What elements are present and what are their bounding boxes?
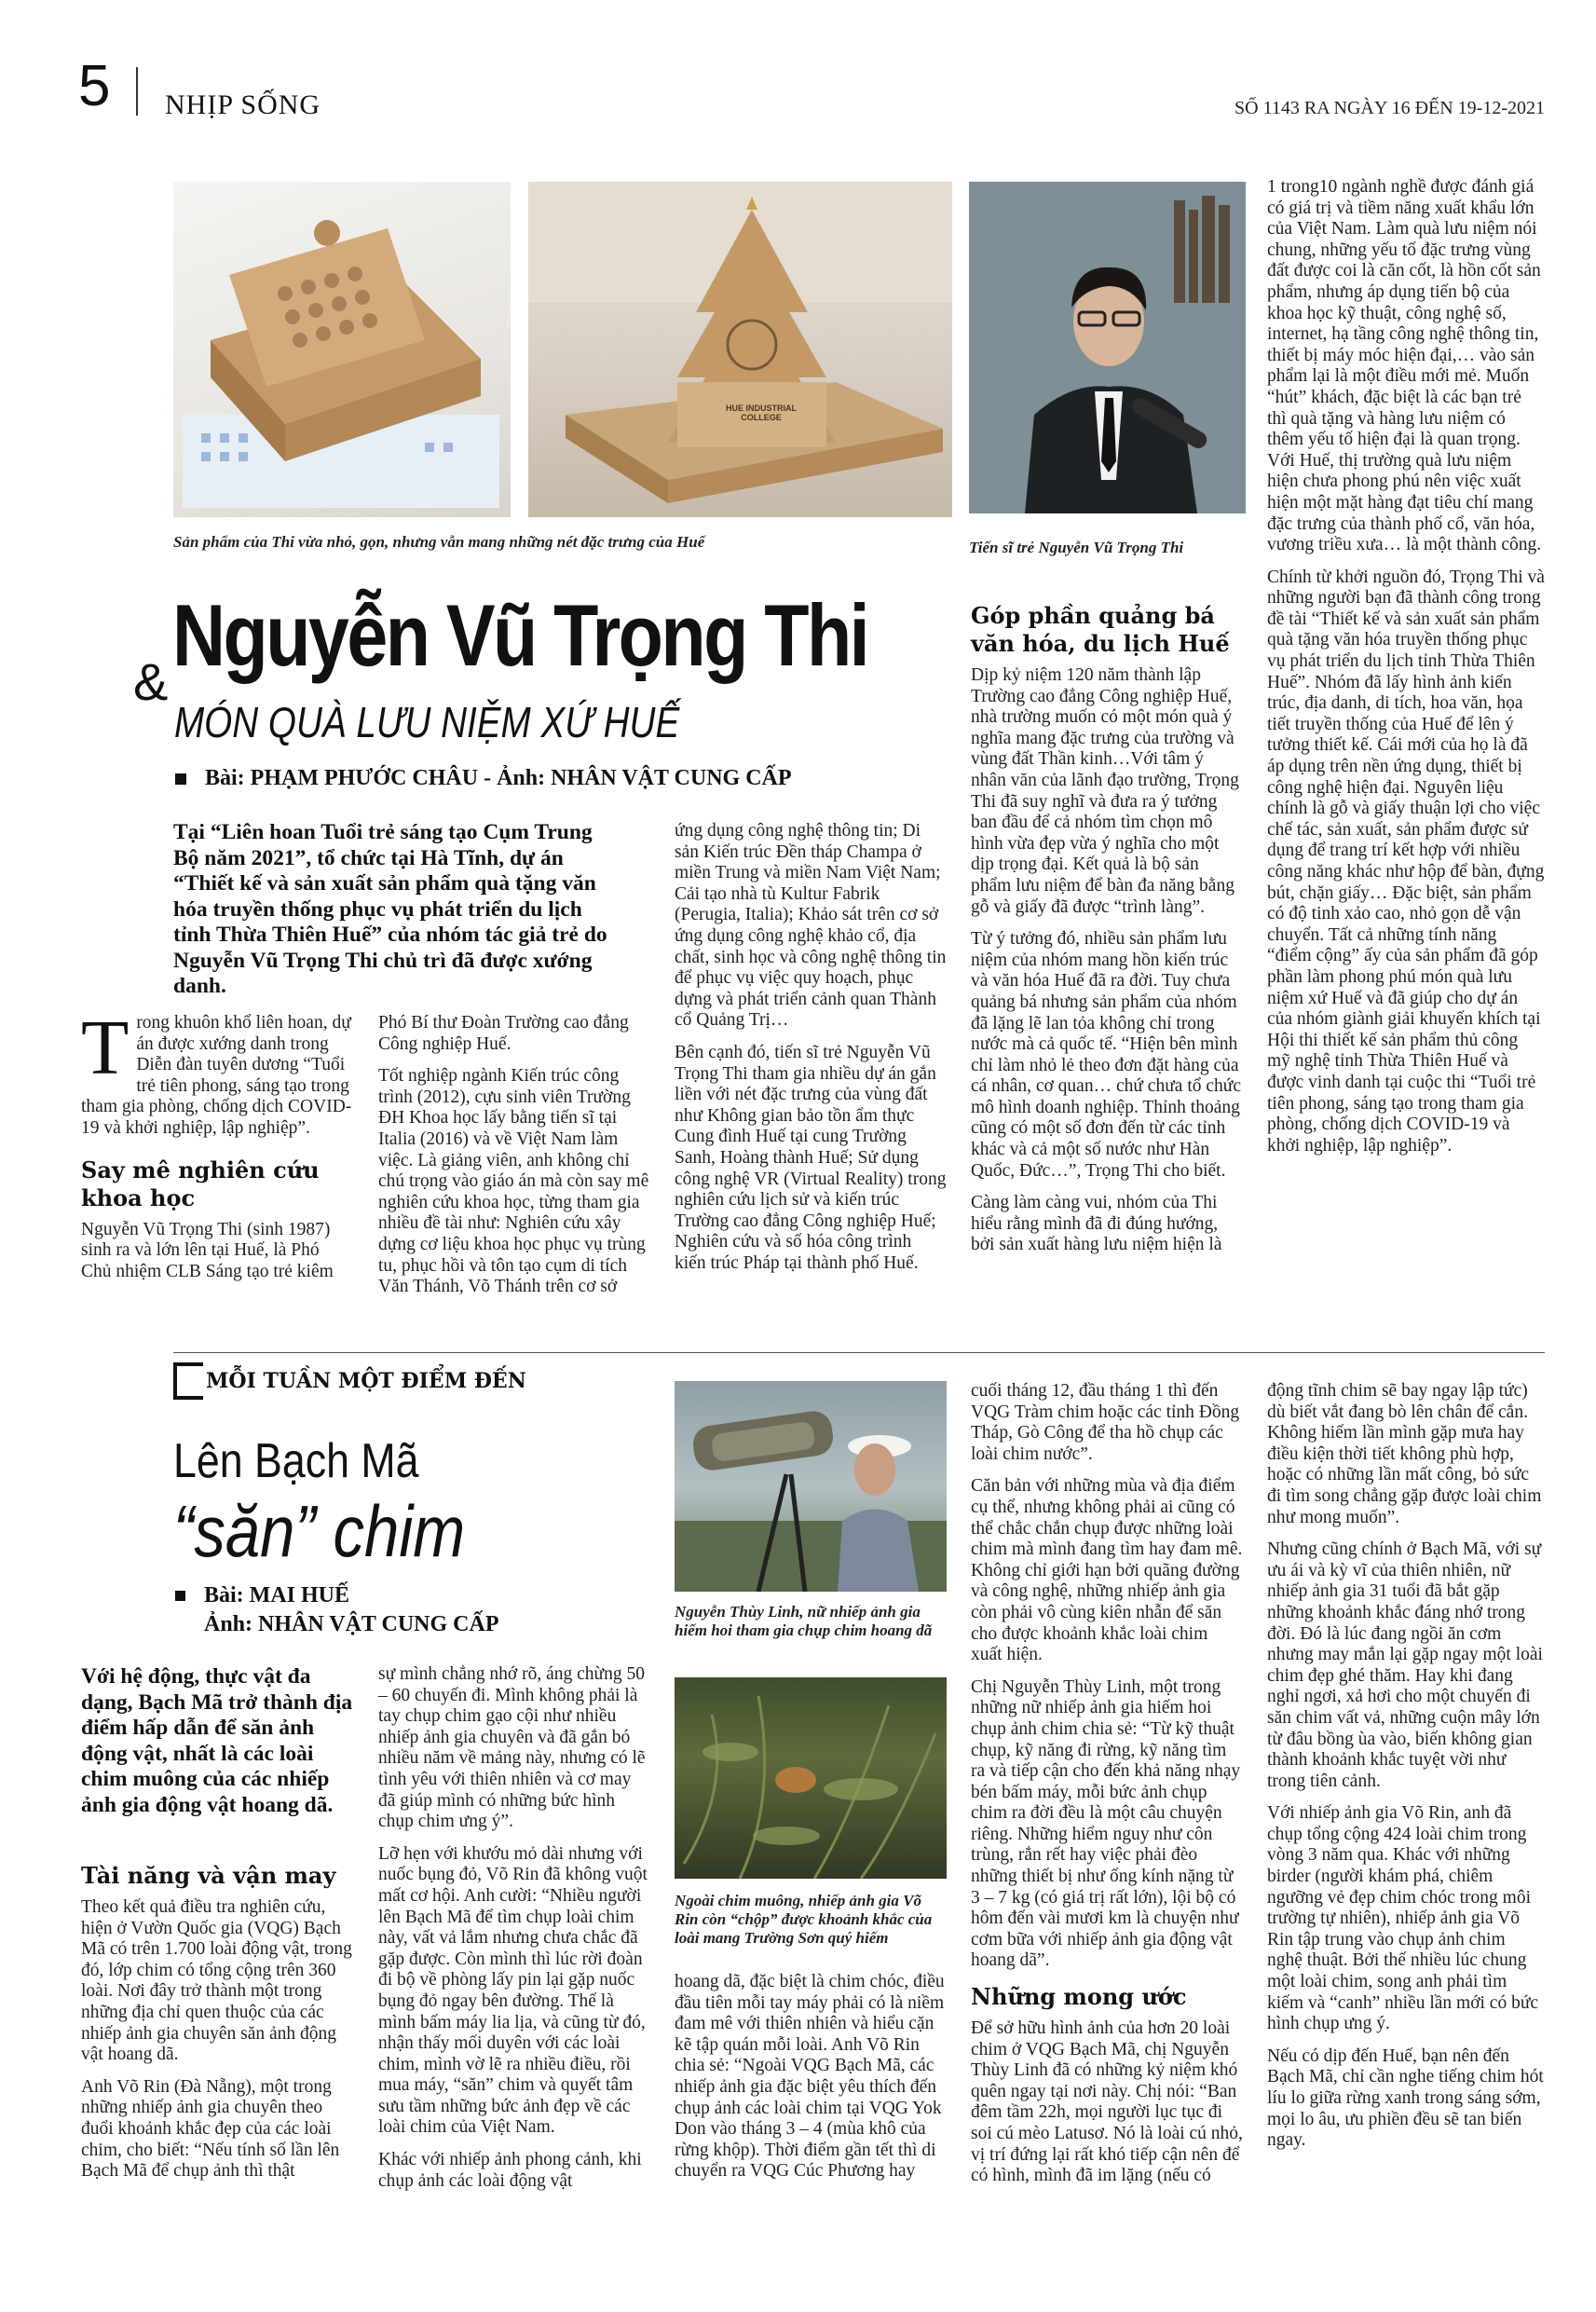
article2-title-line2: “săn” chim <box>173 1490 466 1572</box>
byline-bullet <box>175 773 186 785</box>
a2-col1-para2: Anh Võ Rin (Đà Nẵng), một trong những nhiếp ảnh gia chuyên theo đuổi khoảnh khắc đẹp của các loài chim, cho biết: “Nếu tính số lần lên Bạch Mã để chụp ảnh thì thật <box>81 2076 340 2182</box>
col2-para2: Tốt nghiệp ngành Kiến trúc công trình (2012), cựu sinh viên Trường ĐH Khoa học lấy bằng tiến sĩ tại Italia (2016) và về Việt Nam làm việc. Là giảng viên, anh không chỉ chú trọng vào giáo án mà còn say mê nghiên cứu khoa học, từng tham gia nhiều đề tài như: Nghiên cứu xây dựng cơ liệu khoa học phục vụ trùng tu, phục hồi và tôn tạo cụm di tích Văn Thánh, Võ Thánh trên cơ sở <box>378 1066 649 1297</box>
article2-title-line1: Lên Bạch Mã <box>173 1434 419 1488</box>
a2-col2-para3: Khác với nhiếp ảnh phong cảnh, khi chụp ảnh các loài động vật <box>378 2150 642 2191</box>
article2-byline2: Ảnh: NHÂN VẬT CUNG CẤP <box>204 1612 499 1636</box>
title-ampersand: & <box>133 652 169 711</box>
product-label: HUE INDUSTRIAL COLLEGE <box>726 404 797 422</box>
col3-para1: ứng dụng công nghệ thông tin; Di sản Kiến trúc Đền tháp Champa ở miền Trung và miền Nam Việt Nam; Cải tạo nhà tù Kultur Fabrik (Perugia, Italia); Khảo sát trên cơ sở ứng dụng công nghệ khảo cổ, địa chất, sinh học và công nghệ thông tin để phục vụ việc quy hoạch, phục dựng và phát triển cảnh quan Thành cổ Quảng Trị… <box>675 821 947 1031</box>
a2-col2-para1: sự mình chẳng nhớ rõ, áng chừng 50 – 60 chuyến đi. Mình không phải là tay chụp chim gạo cội như nhiều nhiếp ảnh gia chuyên và đã gắn bó nhiều năm về mảng này, nhưng có lẽ tình yêu với thiên nhiên và cơ may đã giúp mình có những bức hình chụp chim ưng ý”. <box>378 1664 646 1832</box>
wooden-calendar-illustration <box>173 182 511 517</box>
drop-cap: T <box>81 1005 130 1091</box>
page-number: 5 <box>78 54 111 118</box>
article1-col1 <box>81 1005 353 1293</box>
col5-para2: Chính từ khởi nguồn đó, Trọng Thi và những người bạn đã thành công trong đề tài “Thiết kế và sản xuất sản phẩm quà tặng văn hóa truyền thống phục vụ phát triển du lịch tỉnh Thừa Thiên Huế”. Nhóm đã lấy hình ảnh kiến trúc, địa danh, di tích, hoa văn, họa tiết truyền thống của Huế để lên ý tưởng thiết kế. Cái mới của họ là đã áp dụng trên nền ứng dụng, thiết bị công nghệ hiện đại. Nguyên liệu chính là gỗ và giấy thuận lợi cho việc chế tác, sản xuất, sản phẩm được sử dụng để trang trí kết hợp với nhiều công năng khác như hộp để bàn, đựng bút, chặn giấy… Đặc biệt, sản phẩm có độ tinh xảo cao, nhỏ gọn dễ vận chuyển. Tất cả những tính năng “điểm cộng” ấy của sản phẩm đã góp phần làm phong phú món quà lưu niệm xứ Huế và đã giúp cho dự án của nhóm giành giải khuyến khích tại Hội thi thiết kế sản phẩm thủ công mỹ nghệ tỉnh Thừa Thiên Huế và được vinh danh tại cuộc thi “Tuổi trẻ tiên phong, sáng tạo trong tham gia phòng, chống dịch COVID-19 và khởi nghiệp, lập nghiệp”. <box>1267 567 1545 1156</box>
article2-col4 <box>971 1381 1243 2198</box>
subheading-talent: Tài năng và vận may <box>81 1862 336 1889</box>
a2-col4-para3: Chị Nguyễn Thùy Linh, một trong những nữ nhiếp ảnh gia hiếm hoi chụp ảnh chim chia sẻ: “Từ kỹ thuật chụp, kỹ năng đi rừng, kỹ năng tìm ra và tiếp cận cho đến khả năng nhạy bén bấm máy, mỗi bức ảnh chụp chim ra đời đều là một câu chuyện riêng. Những hiểm nguy như côn trùng, rắn rết hay việc phải đèo những thiết bị như ống kính nặng từ 3 – 7 kg (có giá trị rất lớn), lội bộ có hôm đến vài mươi km là chuyện như cơm bữa với nhiếp ảnh gia động vật hoang dã”. <box>971 1676 1241 1971</box>
caption-photographer: Nguyễn Thùy Linh, nữ nhiếp ảnh gia hiếm hoi tham gia chụp chim hoang dã <box>675 1603 933 1639</box>
section-box-icon <box>173 1362 203 1400</box>
article-subtitle: MÓN QUÀ LƯU NIỆM XỨ HUẾ <box>174 698 680 746</box>
subheading-research: Say mê nghiên cứu khoa học <box>81 1156 320 1211</box>
section-rule <box>173 1352 1545 1353</box>
article-title: Nguyễn Vũ Trọng Thi <box>172 586 868 684</box>
caption-products: Sản phẩm của Thi vừa nhỏ, gọn, nhưng vẫn mang những nét đặc trưng của Huế <box>173 533 705 551</box>
a2-col2-para2: Lỡ hẹn với khướu mỏ dài nhưng với nuốc bụng đỏ, Võ Rin đã không vuột mất cơ hội. Anh cười: “Nhiều người lên Bạch Mã để tìm chụp loài chim này, vất vả lắm nhưng chưa chắc đã gặp được. Còn mình thì lúc rời đoàn đi bộ về phòng lấy pin lại gặp nuốc bụng đỏ ngay bên đường. Thế là mình bấm máy lia lịa, và cũng từ đó, nhận thấy mối duyên với các loài chim, mình vờ lẽ ra nhiều điều, rồi mua máy, “săn” chim và quyết tâm sưu tầm những bức ảnh đẹp về các loài chim của Việt Nam. <box>378 1843 648 2138</box>
caption-portrait: Tiến sĩ trẻ Nguyễn Vũ Trọng Thi <box>969 539 1184 556</box>
caption-wildlife: Ngoài chim muông, nhiếp ảnh gia Võ Rin còn “chộp” được khoảnh khắc của loài mang Trường Sơn quý hiếm <box>675 1892 933 1947</box>
a2-col4-para2: Căn bản với những mùa và địa điểm cụ thể, nhưng không phải ai cũng có thể chắc chắn chụp được những loài chim mà mình đang tìm hay đam mê. Không chỉ giới hạn bởi quãng đường và công nghệ, những nhiếp ảnh gia còn phải vô cùng kiên nhẫn để săn cho được khoảnh khắc loài chim xuất hiện. <box>971 1476 1243 1665</box>
article2-col1 <box>81 1862 355 2194</box>
section-name: NHỊP SỐNG <box>165 89 321 120</box>
col1-para2: Nguyễn Vũ Trọng Thi (sinh 1987) sinh ra và lớn lên tại Huế, là Phó Chủ nhiệm CLB Sáng tạo trẻ kiêm <box>81 1219 334 1281</box>
forest-illustration <box>675 1677 947 1879</box>
col4-para3: Càng làm càng vui, nhóm của Thi hiểu rằng mình đã đi đúng hướng, bởi sản xuất hàng lưu niệm hiện là <box>971 1193 1222 1255</box>
byline: Bài: PHẠM PHƯỚC CHÂU - Ảnh: NHÂN VẬT CUNG CẤP <box>205 766 792 790</box>
a2-col5-para3: Với nhiếp ảnh gia Võ Rin, anh đã chụp tổng cộng 424 loài chim trong vòng 3 năm qua. Khác với những birder (người khám phá, chiêm ngưỡng vẻ đẹp chim chóc trong môi trường tự nhiên), nhiếp ảnh gia Võ Rin tập trung vào chụp ảnh chim nghệ thuật. Bởi thế nhiều lúc chung một loài chim, song anh phải tìm kiếm và “canh” nhiều lần mới có bức hình chụp ưng ý. <box>1267 1803 1539 2034</box>
col4-para2: Từ ý tưởng đó, nhiều sản phẩm lưu niệm của nhóm mang hồn kiến trúc và văn hóa Huế đã ra đời. Tuy chưa quảng bá nhưng sản phẩm của nhóm đã lặng lẽ lan tỏa không chỉ trong nước mà cả quốc tế. “Hiện bên mình chỉ làm nhỏ lẻ theo đơn đặt hàng của cá nhân, cơ quan… chứ chưa tổ chức mô hình doanh nghiệp. Thỉnh thoảng cũng có một số đơn đến từ các tỉnh khác và cả một số nước như Hàn Quốc, Đức…”, Trọng Thi cho biết. <box>971 929 1241 1181</box>
a2-col4-para4: Để sở hữu hình ảnh của hơn 20 loài chim ở VQG Bạch Mã, chị Nguyễn Thùy Linh đã có những kỷ niệm khó quên ngay tại nơi này. Chị nói: “Ban đêm tầm 22h, mọi người lục tục đi soi cú mèo Latusơ. Nó là loài cú nhỏ, vị trí đứng lại rất khó tiếp cận nên để có hình, mình đã im lặng (nếu có <box>971 2018 1243 2186</box>
photographer-photo <box>675 1381 947 1592</box>
article2-lead: Với hệ động, thực vật đa dạng, Bạch Mã trở thành địa điểm hấp dẫn để săn ảnh động vật, nhất là các loài chim muông của các nhiếp ảnh gia động vật hoang dã. <box>81 1664 353 1817</box>
a2-col1-para1: Theo kết quả điều tra nghiên cứu, hiện ở Vườn Quốc gia (VQG) Bạch Mã có trên 1.700 loài động vật, trong đó, lớp chim có tổng cộng trên 360 loài. Nơi đây trở thành một trong những địa chỉ quen thuộc của các nhiếp ảnh gia chuyên săn ảnh động vật hoang dã. <box>81 1897 352 2065</box>
col2-para1: Phó Bí thư Đoàn Trường cao đẳng Công nghiệp Huế. <box>378 1013 629 1054</box>
article2-col3 <box>675 1972 947 2194</box>
article1-col3 <box>675 821 947 1285</box>
article2-byline1: Bài: MAI HUẾ <box>204 1583 349 1607</box>
header-divider <box>136 67 138 116</box>
col1-para1: rong khuôn khổ liên hoan, dự án được xướng danh trong Diễn đàn tuyên dương “Tuổi trẻ tiên phong, sáng tạo trong tham gia phòng, chống dịch COVID-19 và khởi nghiệp, lập nghiệp”. <box>81 1013 352 1138</box>
article1-col5 <box>1267 177 1545 1168</box>
col5-para1: 1 trong10 ngành nghề được đánh giá có giá trị và tiềm năng xuất khẩu lớn của Việt Nam. Làm quà lưu niệm nói chung, những yếu tố đặc trưng vùng đất được coi là căn cốt, là hồn cốt sản phẩm, nhưng áp dụng tiến bộ của khoa học kỹ thuật, công nghệ số, internet, hạ tầng công nghệ thông tin, thiết bị máy móc hiện đại,… vào sản phẩm lại là một điều mới mẻ. Muốn “hút” khách, đặc biệt là các bạn trẻ thì quà tặng và hàng lưu niệm có thêm yếu tố hiện đại là quan trọng. Với Huế, thị trường quà lưu niệm hiện chưa phong phú nên việc xuất hiện một mặt hàng đạt tiêu chí mang đặc trưng của thành phố cổ, văn hóa, vương triều xưa… là một thành công. <box>1267 177 1542 555</box>
product-calendar-photo <box>173 182 511 517</box>
byline2-bullet <box>175 1591 185 1601</box>
a2-col3-para1: hoang dã, đặc biệt là chim chóc, điều đầu tiên mỗi tay máy phải có là niềm đam mê với thiên nhiên và hiểu cặn kẽ tập quán mỗi loài. Anh Võ Rin chia sẻ: “Ngoài VQG Bạch Mã, các nhiếp ảnh gia đặc biệt yêu thích đến chụp ảnh các loài chim tại VQG Yok Don vào tháng 3 – 4 (mùa khô của rừng khộp). Thời điểm gần tết thì di chuyển ra VQG Cúc Phương hay <box>675 1972 945 2182</box>
portrait-illustration <box>969 182 1246 513</box>
a2-col5-para1: động tĩnh chim sẽ bay ngay lập tức) dù biết vắt đang bò lên chân để cắn. Không hiếm lần mình gặp mưa hay điều kiện thời tiết không phù hợp, hoặc có những lần mất công, bỏ sức đi tìm song chẳng gặp được loài chim như mong muốn”. <box>1267 1381 1542 1527</box>
article2-col2 <box>378 1664 650 2203</box>
col3-para2: Bên cạnh đó, tiến sĩ trẻ Nguyễn Vũ Trọng Thi tham gia nhiều dự án gắn liền với nét đặc trưng của vùng đất như Không gian bảo tồn ẩm thực Cung đình Huế tại cung Trường Sanh, Hoàng thành Huế; Sử dụng công nghệ VR (Virtual Reality) trong nghiên cứu lịch sử và kiến trúc Trường cao đẳng Công nghiệp Huế; Nghiên cứu và số hóa công trình kiến trúc Pháp tại thành phố Huế. <box>675 1042 947 1273</box>
photographer-illustration <box>675 1381 947 1592</box>
a2-col4-para1: cuối tháng 12, đầu tháng 1 thì đến VQG Tràm chim hoặc các tỉnh Đồng Tháp, Gò Công để tha hồ chụp các loài chim nước”. <box>971 1381 1240 1464</box>
a2-col5-para2: Nhưng cũng chính ở Bạch Mã, với sự ưu ái và kỳ vĩ của thiên nhiên, nữ nhiếp ảnh gia 31 tuổi đã bắt gặp những khoảnh khắc đáng nhớ trong đời. Đó là lúc đang ngồi ăn cơm nhưng may mắn lại gặp ngay một loài chim đẹp ghé thăm. Hay khi đang nghỉ ngơi, xả hơi cho một chuyến đi săn chim vất vả, những cuộn mây lớn từ đâu bồng ùa vào, biến không gian thành khoảnh khắc tuyệt vời như trong tiên cảnh. <box>1267 1539 1543 1791</box>
wildlife-photo <box>675 1677 947 1879</box>
subheading-wishes: Những mong ước <box>971 1983 1187 2011</box>
a2-col5-para4: Nếu có dịp đến Huế, bạn nên đến Bạch Mã, chỉ cần nghe tiếng chim hót líu lo giữa rừng xanh trong sáng sớm, mọi lo âu, ưu phiền đều sẽ tan biến ngay. <box>1267 2045 1544 2151</box>
article2-col5 <box>1267 1381 1545 2163</box>
article-lead: Tại “Liên hoan Tuổi trẻ sáng tạo Cụm Trung Bộ năm 2021”, tổ chức tại Hà Tĩnh, dự án “Thiết kế và sản xuất sản phẩm quà tặng văn hóa truyền thống phục vụ phát triển du lịch tỉnh Thừa Thiên Huế” của nhóm tác giả trẻ do Nguyễn Vũ Trọng Thi chủ trì đã được xướng danh. <box>173 820 607 998</box>
col4-para1: Dịp kỷ niệm 120 năm thành lập Trường cao đẳng Công nghiệp Huế, nhà trường muốn có một món quà ý nghĩa mang đặc trưng của trường và vùng đất Thần kinh…Với tâm ý nhân văn của lãnh đạo trường, Trọng Thi đã suy nghĩ và đưa ra ý tưởng ban đầu để cả nhóm tìm chọn mô hình vừa đẹp vừa ý nghĩa cho một dịp trọng đại. Kết quả là bộ sản phẩm lưu niệm để bàn đa năng bằng gỗ và giấy đã được “trình làng”. <box>971 665 1239 917</box>
wooden-tree-illustration <box>528 182 952 517</box>
section-label: MỖI TUẦN MỘT ĐIỂM ĐẾN <box>206 1369 526 1393</box>
issue-info: SỐ 1143 RA NGÀY 16 ĐẾN 19-12-2021 <box>1235 98 1545 118</box>
article1-col4 <box>971 591 1243 1267</box>
portrait-photo <box>969 182 1246 513</box>
article1-col2 <box>378 1013 650 1309</box>
subheading-promotion: Góp phần quảng bá văn hóa, du lịch Huế <box>971 602 1230 657</box>
product-tree-photo <box>528 182 952 517</box>
